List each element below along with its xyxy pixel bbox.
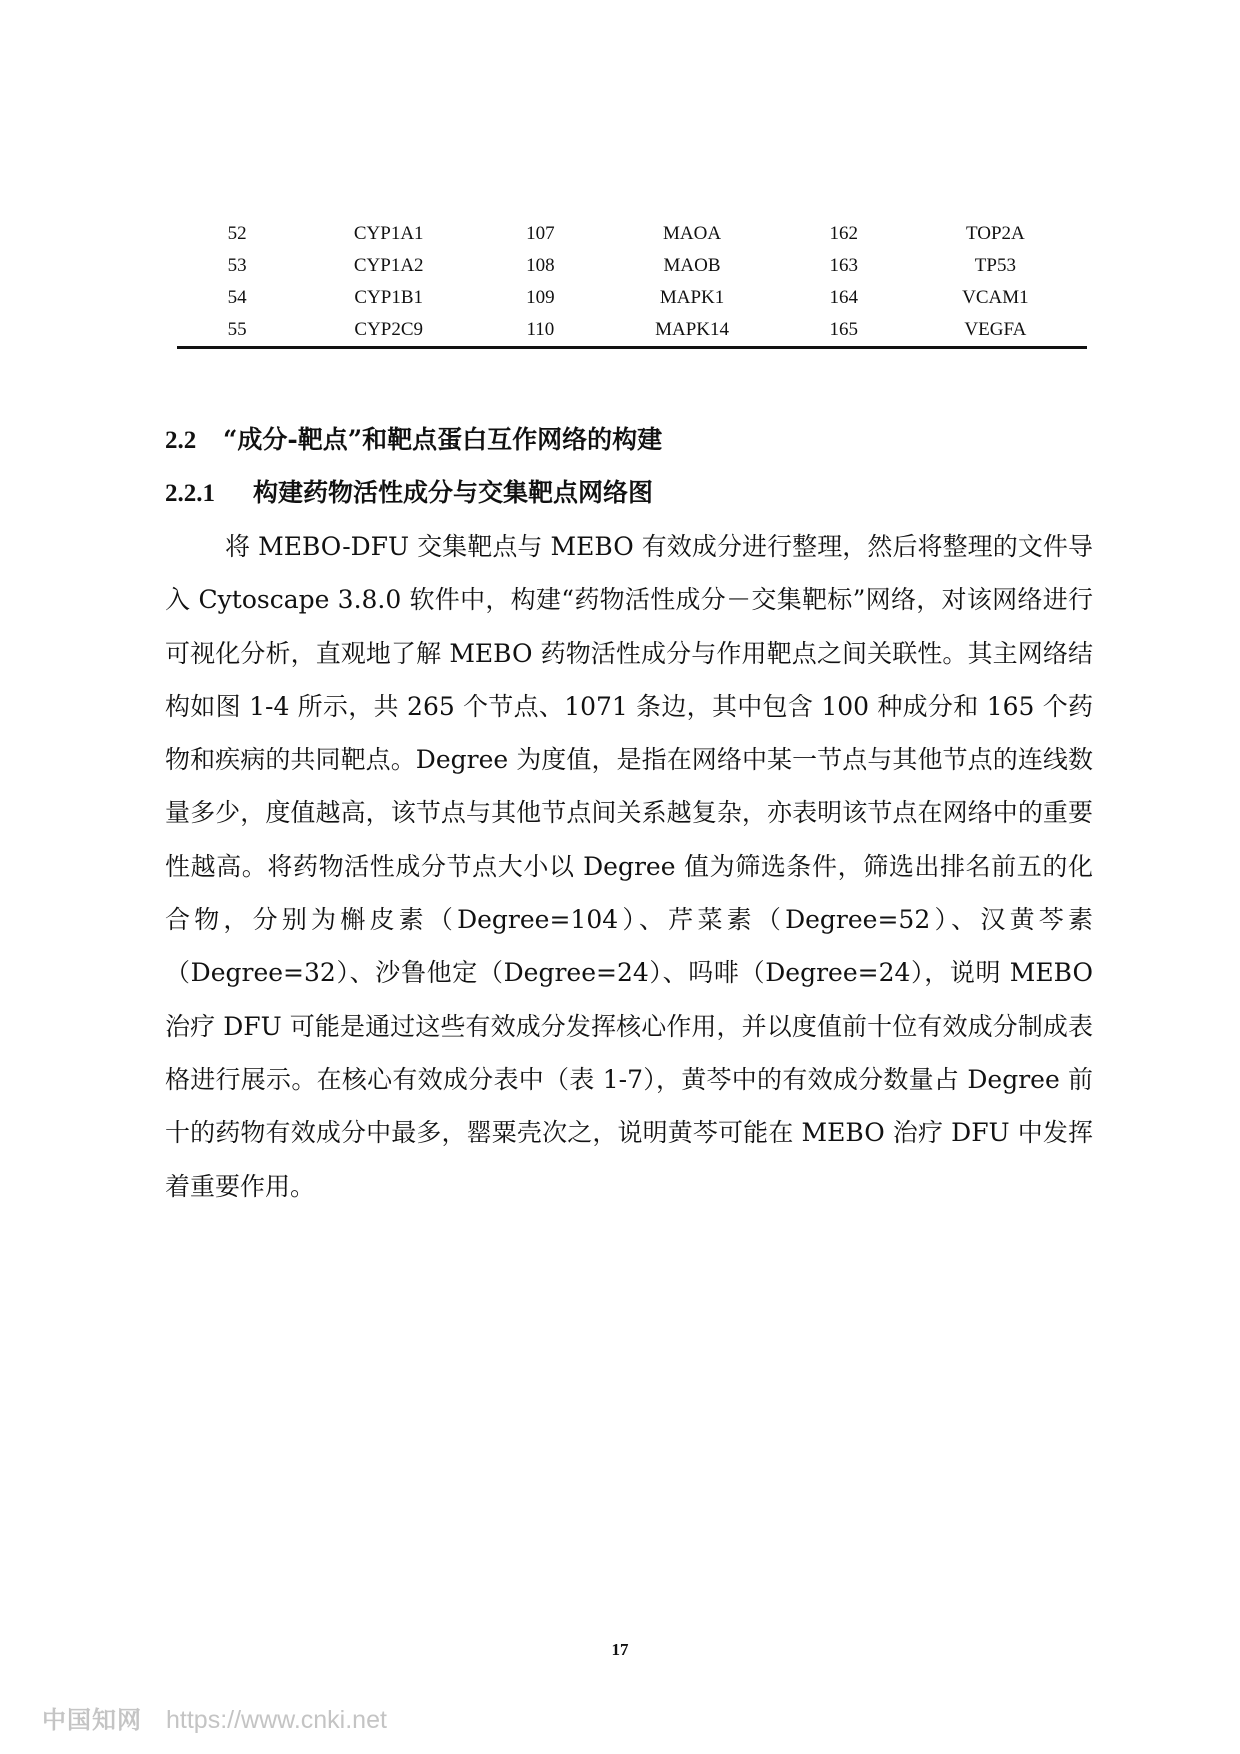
table-row [177, 314, 1087, 348]
subsection-title: 构建药物活性成分与交集靶点网络图 [253, 478, 654, 507]
watermark-brand: 中国知网 [42, 1706, 142, 1734]
subsection-number: 2.2.1 [165, 480, 215, 507]
table-cell: CYP2C9 [297, 314, 480, 348]
table-cell: CYP1A2 [353, 255, 424, 276]
table-cell: MAPK14 [600, 314, 783, 348]
table-cell: 55 [177, 314, 297, 348]
table-cell: 164 [829, 287, 858, 308]
table-cell: MAOB [663, 255, 721, 276]
table-cell: 162 [829, 223, 858, 244]
table-cell: TP53 [974, 255, 1016, 276]
table-cell: 108 [526, 255, 555, 276]
section-title: “成分-靶点”和靶点蛋白互作网络的构建 [223, 425, 663, 454]
table-cell: 52 [227, 223, 247, 244]
table-row [177, 218, 1087, 250]
table-cell: 54 [227, 287, 247, 308]
table-row [177, 250, 1087, 282]
section-heading [165, 420, 662, 456]
table-cell: 53 [227, 255, 247, 276]
table-cell: MAPK1 [659, 287, 725, 308]
section-number: 2.2 [165, 427, 197, 454]
page-number: 17 [611, 1640, 629, 1659]
table-cell: TOP2A [965, 223, 1025, 244]
table-cell: 109 [526, 287, 555, 308]
table-cell: VEGFA [904, 314, 1087, 348]
table-cell: 163 [829, 255, 858, 276]
table-cell: VCAM1 [962, 287, 1029, 308]
table-cell: MAOA [663, 223, 722, 244]
subsection-heading [165, 473, 653, 509]
table-cell: CYP1A1 [353, 223, 424, 244]
watermark-url: https://www.cnki.net [166, 1706, 387, 1734]
watermark [42, 1700, 387, 1735]
target-table [177, 218, 1087, 349]
table-cell: 110 [480, 314, 600, 348]
table-cell: 107 [526, 223, 555, 244]
table-cell: CYP1B1 [354, 287, 424, 308]
table-row [177, 282, 1087, 314]
table-cell: 165 [784, 314, 904, 348]
body-paragraph: 将 MEBO-DFU 交集靶点与 MEBO 有效成分进行整理，然后将整理的文件导入 Cytoscape 3.8.0 软件中，构建“药物活性成分－交集靶标”网络，对该网络进行可视化分析，直观地了解 MEBO 药物活性成分与作用靶点之间关联性。其主网络结构如图 1-4 所示，共 265 个节点、1071 条边，其中包含 100 种成分和 165 个药物和疾病的共同靶点。Degree 为度值，是指在网络中某一节点与其他节点的连线数量多少，度值越高，该节点与其他节点间关系越复杂，亦表明该节点在网络中的重要性越高。将药物活性成分节点大小以 Degree 值为筛选条件，筛选出排名前五的化合物，分别为槲皮素（Degree=104）、芹菜素（Degree=52）、汉黄芩素（Degree=32）、沙鲁他定（Degree=24）、吗啡（Degree=24），说明 MEBO 治疗 DFU 可能是通过这些有效成分发挥核心作用，并以度值前十位有效成分制成表格进行展示。在核心有效成分表中（表 1-7），黄芩中的有效成分数量占 Degree 前十的药物有效成分中最多，罂粟壳次之，说明黄芩可能在 MEBO 治疗 DFU 中发挥着重要作用。 [165, 532, 1093, 1201]
